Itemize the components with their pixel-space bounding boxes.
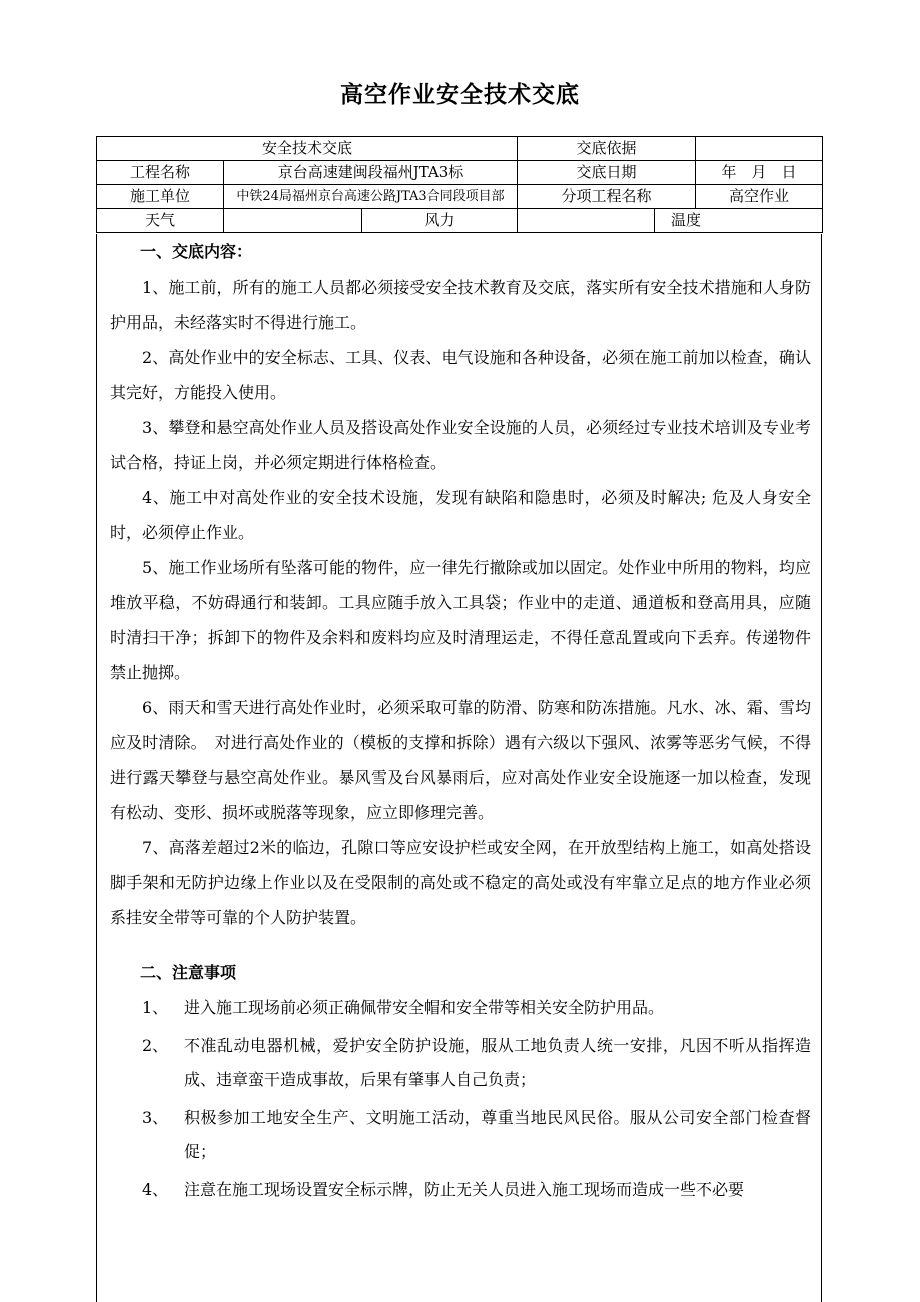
header-cell: 交底日期 <box>518 161 696 185</box>
paragraph: 4、施工中对高处作业的安全技术设施，发现有缺陷和隐患时，必须及时解决; 危及人身安全时，必须停止作业。 <box>110 488 811 542</box>
list-item-text: 积极参加工地安全生产、文明施工活动，尊重当地民风民俗。服从公司安全部门检查督促； <box>184 1108 811 1161</box>
header-cell-label: 温度 <box>671 211 702 229</box>
document-title: 高空作业安全技术交底 <box>340 81 580 108</box>
header-cell: 京台高速建闽段福州JTA3标 <box>224 161 518 185</box>
header-cell: 高空作业 <box>696 185 823 209</box>
header-cell: 年 月 日 <box>696 161 823 185</box>
header-cell: 天气 <box>97 209 224 233</box>
header-cell: 中铁24局福州京台高速公路JTA3合同段项目部 <box>224 185 518 209</box>
list-item <box>110 1029 811 1097</box>
header-cell: 施工单位 <box>97 185 224 209</box>
header-cell: 风力 <box>362 209 518 233</box>
list-item-text: 不准乱动电器机械，爱护安全防护设施，服从工地负责人统一安排，凡因不听从指挥造成、违章蛮干造成事故，后果有肇事人自己负责； <box>184 1036 811 1089</box>
list-item <box>110 991 811 1025</box>
paragraph: 2、高处作业中的安全标志、工具、仪表、电气设施和各种设备，必须在施工前加以检查，确认其完好，方能投入使用。 <box>110 348 811 402</box>
section-heading: 一、交底内容： <box>140 242 253 261</box>
header-table <box>96 136 823 233</box>
header-cell <box>224 209 362 233</box>
paragraph: 7、高落差超过2米的临边，孔隙口等应安设护栏或安全网，在开放型结构上施工，如高处搭设脚手架和无防护边缘上作业以及在受限制的高处或不稳定的高处或没有牢靠立足点的地方作业必须系挂安全带等可靠的个人防护装置。 <box>110 838 811 927</box>
header-row-3 <box>97 185 823 209</box>
list-item-number: 3、 <box>142 1108 169 1127</box>
header-row-4 <box>97 209 823 233</box>
paragraph: 6、雨天和雪天进行高处作业时，必须采取可靠的防滑、防寒和防冻措施。凡水、冰、霜、雪均应及时清除。 对进行高处作业的（模板的支撑和拆除）遇有六级以下强风、浓雾等恶劣气候，不得进行露天攀登与悬空高处作业。暴风雪及台风暴雨后，应对高处作业安全设施逐一加以检查，发现有松动、变形、损坏或脱落等现象，应立即修理完善。 <box>110 698 811 822</box>
header-cell: 安全技术交底 <box>97 137 518 161</box>
header-cell: 交底依据 <box>518 137 696 161</box>
list-item <box>110 1173 811 1207</box>
list-item-number: 4、 <box>142 1180 169 1199</box>
section-heading: 二、注意事项 <box>140 963 237 982</box>
list-item-number: 2、 <box>142 1036 169 1055</box>
header-cell <box>518 209 655 233</box>
list-item-number: 1、 <box>142 998 169 1017</box>
header-cell <box>696 137 823 161</box>
list-item-text: 注意在施工现场设置安全标示牌，防止无关人员进入施工现场而造成一些不必要 <box>184 1180 745 1199</box>
paragraph: 1、施工前，所有的施工人员都必须接受安全技术教育及交底，落实所有安全技术措施和人身防护用品，未经落实时不得进行施工。 <box>110 278 811 332</box>
content-box <box>96 234 822 1302</box>
content-body <box>97 234 821 1207</box>
spacer <box>110 935 811 955</box>
header-cell: 工程名称 <box>97 161 224 185</box>
header-row-1 <box>97 137 823 161</box>
paragraph: 5、施工作业场所有坠落可能的物件，应一律先行撤除或加以固定。处作业中所用的物料，均应堆放平稳，不妨碍通行和装卸。工具应随手放入工具袋；作业中的走道、通道板和登高用具，应随时清扫干净；拆卸下的物件及余料和废料均应及时清理运走，不得任意乱置或向下丢弃。传递物件禁止抛掷。 <box>110 558 811 682</box>
header-cell: 分项工程名称 <box>518 185 696 209</box>
paragraph: 3、攀登和悬空高处作业人员及搭设高处作业安全设施的人员，必须经过专业技术培训及专业考试合格，持证上岗，并必须定期进行体格检查。 <box>110 418 811 472</box>
list-item-text: 进入施工现场前必须正确佩带安全帽和安全带等相关安全防护用品。 <box>184 998 665 1017</box>
header-row-2 <box>97 161 823 185</box>
list-item <box>110 1101 811 1169</box>
header-cell <box>655 209 823 233</box>
